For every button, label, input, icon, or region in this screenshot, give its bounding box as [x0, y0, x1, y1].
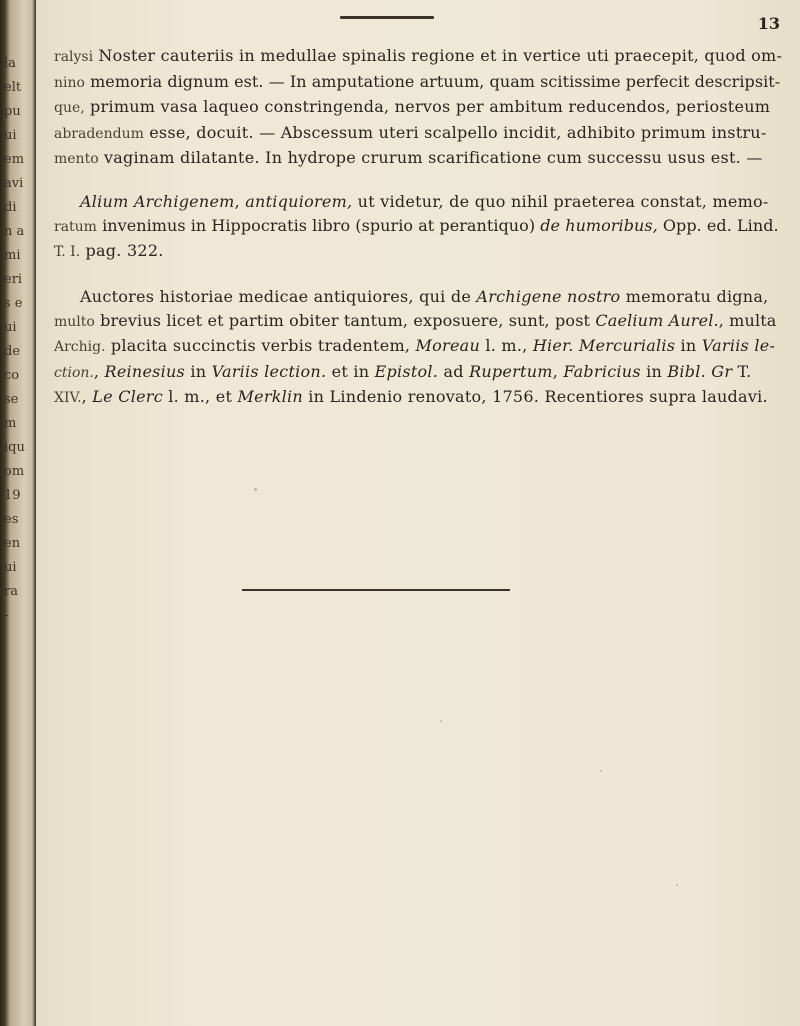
- facing-page-fragment: en: [4, 536, 21, 551]
- line-text: in: [675, 336, 702, 355]
- line-text: pag. 322.: [80, 241, 164, 260]
- italic-text: Archigene nostro: [476, 287, 621, 306]
- facing-page-fragment: di: [4, 200, 17, 215]
- line-edge-word: ralysi: [54, 49, 94, 65]
- line-text: memoria dignum est. — In amputatione artuum, quam scitissime perfecit descripsit-: [84, 71, 781, 91]
- italic-text: Reinesius: [104, 361, 186, 381]
- italic-text: Merklin: [237, 387, 303, 406]
- facing-page-fragment: elt: [4, 80, 22, 95]
- line-edge-word: mento: [54, 151, 99, 167]
- line-text: l. m., et: [162, 387, 238, 406]
- line-text: Noster cauteriis in medullae spinalis regione et in vertice uti praecepit, quod om-: [93, 46, 783, 65]
- facing-page-fragment: la: [4, 56, 16, 71]
- facing-page-fragment: em: [4, 152, 25, 167]
- italic-text: Fabricius: [563, 361, 641, 381]
- line-text: brevius licet et partim obiter tantum, exposuere, sunt, post: [94, 310, 596, 330]
- line-edge-word: XIV.: [54, 390, 82, 406]
- line-edge-word: nino: [54, 74, 85, 91]
- line-text: ad: [438, 361, 470, 381]
- line-edge-word: ction.: [54, 364, 94, 381]
- text-line: [54, 239, 784, 265]
- facing-page-fragment: pu: [4, 104, 21, 119]
- text-line: [54, 44, 784, 70]
- italic-text: Le Clerc: [92, 387, 163, 406]
- facing-page-fragment: eri: [4, 272, 23, 287]
- text-line: [54, 334, 784, 360]
- header-rule: [340, 16, 434, 19]
- italic-text: Epistol.: [374, 361, 439, 381]
- facing-page-fragment: ui: [4, 320, 17, 335]
- facing-page-fragment: om: [4, 464, 25, 479]
- text-line: [54, 121, 784, 147]
- line-text: ,: [234, 192, 246, 211]
- line-edge-word: Archig.: [54, 339, 106, 355]
- text-line: [54, 309, 784, 335]
- line-text: esse, docuit. — Abscessum uteri scalpello incidit, adhibito primum instru-: [143, 122, 767, 142]
- paper-speck: [254, 488, 257, 491]
- facing-page-fragment: avi: [4, 176, 24, 191]
- facing-page-fragment: se: [4, 392, 19, 407]
- facing-page-fragment: mi: [4, 248, 21, 263]
- facing-page-fragment: ui: [4, 560, 17, 575]
- line-text: ,: [552, 361, 564, 381]
- facing-page-edge: [0, 0, 36, 1026]
- paragraph-3: [54, 285, 784, 411]
- line-text: in: [640, 361, 668, 381]
- facing-page-fragment: n a: [4, 224, 25, 239]
- italic-text: de humoribus,: [540, 215, 658, 235]
- italic-text: Bibl. Gr: [667, 361, 733, 381]
- facing-page-fragment: iqu: [4, 440, 25, 455]
- page-number: 13: [757, 14, 780, 33]
- line-edge-word: que,: [54, 100, 85, 116]
- facing-page-fragment: ra: [4, 584, 18, 599]
- paper-speck: [600, 770, 602, 772]
- line-edge-word: T. I.: [54, 244, 81, 260]
- line-text: l. m.,: [480, 336, 533, 355]
- line-text: in Lindenio renovato, 1756. Recentiores supra laudavi.: [302, 387, 768, 406]
- facing-page-fragment: ui: [4, 128, 17, 143]
- facing-page-fragment: es: [4, 512, 19, 527]
- text-line: [54, 385, 784, 411]
- facing-page-fragment: -: [4, 608, 9, 623]
- text-line: [54, 214, 784, 240]
- italic-text: Rupertum: [469, 361, 553, 381]
- line-text: primum vasa laqueo constringenda, nervos per ambitum reducendos, periosteum: [84, 97, 771, 116]
- facing-page-fragment: de: [4, 344, 21, 359]
- line-text: invenimus in Hippocratis libro (spurio at perantiquo): [96, 215, 541, 235]
- italic-text: Moreau: [415, 336, 481, 355]
- closing-rule: [242, 589, 510, 591]
- line-edge-word: ratum: [54, 218, 97, 235]
- facing-page-fragment: co: [4, 368, 20, 383]
- line-text: et in: [326, 361, 375, 381]
- italic-text: Alium Archigenem: [80, 192, 235, 211]
- text-line: [54, 95, 784, 121]
- paragraph-1: [54, 44, 784, 172]
- line-text: ,: [81, 387, 93, 406]
- italic-text: antiquiorem,: [245, 192, 353, 211]
- text-line: [54, 70, 784, 96]
- text-line: [54, 360, 784, 386]
- italic-text: Hier. Mercurialis: [532, 336, 676, 355]
- paragraph-2: [54, 190, 784, 265]
- italic-text: Variis lection.: [211, 361, 327, 381]
- line-text: placita succinctis verbis tradentem,: [105, 336, 416, 355]
- text-line: [54, 285, 784, 309]
- line-text: , multa: [718, 310, 777, 330]
- line-text: memoratu digna,: [620, 287, 769, 306]
- line-text: ,: [93, 361, 105, 381]
- line-edge-word: abradendum: [54, 125, 144, 142]
- italic-text: Caelium Aurel.: [595, 310, 719, 330]
- italic-text: Variis le-: [701, 336, 776, 355]
- text-line: [54, 190, 784, 214]
- facing-page-fragment: 19: [4, 488, 21, 503]
- line-text: in: [185, 361, 212, 381]
- paper-speck: [676, 884, 678, 886]
- line-text: T.: [732, 361, 752, 381]
- text-line: [54, 146, 784, 172]
- facing-page-fragment: s e: [4, 296, 23, 311]
- line-edge-word: multo: [54, 313, 95, 330]
- line-text: Auctores historiae medicae antiquiores, qui de: [80, 287, 477, 306]
- line-text: ut videtur, de quo nihil praeterea constat, memo-: [352, 192, 769, 211]
- paper-speck: [440, 720, 442, 722]
- facing-page-fragment: m: [4, 416, 17, 431]
- line-text: vaginam dilatante. In hydrope crurum scarificatione cum successu usus est. —: [98, 148, 763, 167]
- line-text: Opp. ed. Lind.: [657, 215, 779, 235]
